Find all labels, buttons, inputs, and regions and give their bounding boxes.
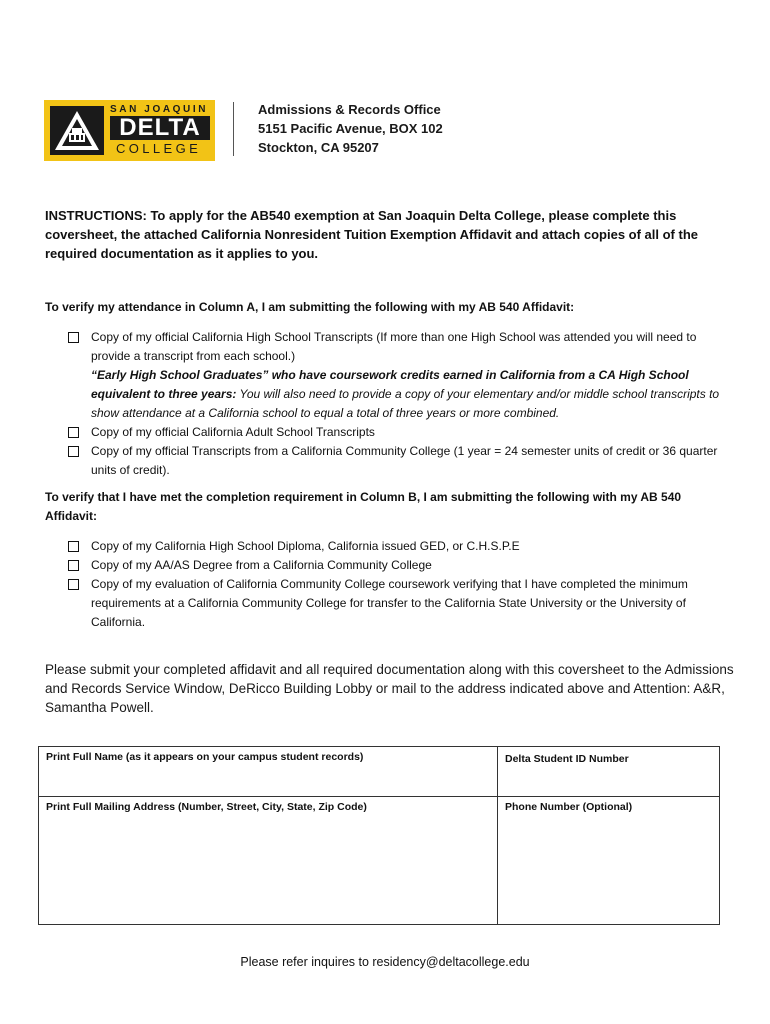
- address-line: Admissions & Records Office: [258, 102, 441, 117]
- note-bold-text: “Early High School Graduates” who have coursework credits earned in California from a CA High School equivalent to three years:: [91, 368, 689, 401]
- logo-text-delta: DELTA: [110, 116, 210, 140]
- list-item-text: Copy of my evaluation of California Community College coursework verifying that I have completed the minimum requirements at a California Community College for transfer to the California State University or the University of California.: [91, 577, 688, 629]
- mailing-address-field[interactable]: [39, 797, 498, 924]
- checkbox[interactable]: [68, 541, 79, 552]
- list-item-text: Copy of my official Transcripts from a California Community College (1 year = 24 semester units of credit or 36 quarter units of credit).: [91, 444, 718, 477]
- list-item: [68, 537, 728, 556]
- checkbox[interactable]: [68, 446, 79, 457]
- list-item: [68, 442, 728, 480]
- header-divider: [233, 102, 234, 156]
- early-graduates-note: [68, 366, 728, 423]
- address-line: Stockton, CA 95207: [258, 140, 379, 155]
- column-b-list: [68, 537, 728, 632]
- list-item: [68, 328, 728, 366]
- checkbox[interactable]: [68, 332, 79, 343]
- logo-emblem-icon: [50, 106, 104, 155]
- list-item-text: Copy of my official California High School Transcripts (If more than one High School was attended you will need to provide a transcript from each school.): [91, 330, 697, 363]
- list-item: [68, 575, 728, 632]
- column-a-list: [68, 328, 728, 480]
- student-id-label: Delta Student ID Number: [505, 753, 629, 765]
- note-text: You will also need to provide a copy of your elementary and/or middle school transcripts to show attendance at a California school to equal a total of three years or more combined.: [91, 387, 720, 420]
- logo-text-college: COLLEGE: [116, 141, 202, 156]
- contact-footer: Please refer inquires to residency@deltacollege.edu: [240, 955, 530, 969]
- student-info-form: [38, 746, 720, 925]
- list-item-text: Copy of my official California Adult School Transcripts: [91, 425, 375, 439]
- address-line: 5151 Pacific Avenue, BOX 102: [258, 121, 443, 136]
- list-item-text: Copy of my California High School Diploma, California issued GED, or C.H.S.P.E: [91, 539, 520, 553]
- list-item-text: Copy of my AA/AS Degree from a California Community College: [91, 558, 432, 572]
- mailing-address-label: Print Full Mailing Address (Number, Street, City, State, Zip Code): [46, 801, 367, 813]
- list-item: [68, 556, 728, 575]
- logo-text-san-joaquin: SAN JOAQUIN: [110, 104, 209, 115]
- column-b-heading: To verify that I have met the completion requirement in Column B, I am submitting the following with my AB 540 Affidavit:: [45, 490, 682, 523]
- full-name-label: Print Full Name (as it appears on your campus student records): [46, 751, 364, 763]
- phone-number-field[interactable]: [498, 797, 719, 924]
- delta-college-logo: [44, 100, 215, 161]
- office-address: [258, 100, 443, 157]
- student-id-field[interactable]: [498, 747, 719, 797]
- checkbox[interactable]: [68, 560, 79, 571]
- instructions-paragraph: INSTRUCTIONS: To apply for the AB540 exemption at San Joaquin Delta College, please complete this coversheet, the attached California Nonresident Tuition Exemption Affidavit and attach copies of all of the required documentation as it applies to you.: [45, 208, 698, 261]
- full-name-field[interactable]: [39, 747, 498, 797]
- submission-instructions: Please submit your completed affidavit and all required documentation along with this coversheet to the Admissions and Records Service Window, DeRicco Building Lobby or mail to the address indicated above and Attention: A&R, Samantha Powell.: [45, 662, 734, 715]
- phone-number-label: Phone Number (Optional): [505, 801, 633, 813]
- checkbox[interactable]: [68, 427, 79, 438]
- letterhead: [44, 100, 724, 162]
- column-a-heading: To verify my attendance in Column A, I am submitting the following with my AB 540 Affidavit:: [45, 300, 575, 314]
- checkbox[interactable]: [68, 579, 79, 590]
- list-item: [68, 423, 728, 442]
